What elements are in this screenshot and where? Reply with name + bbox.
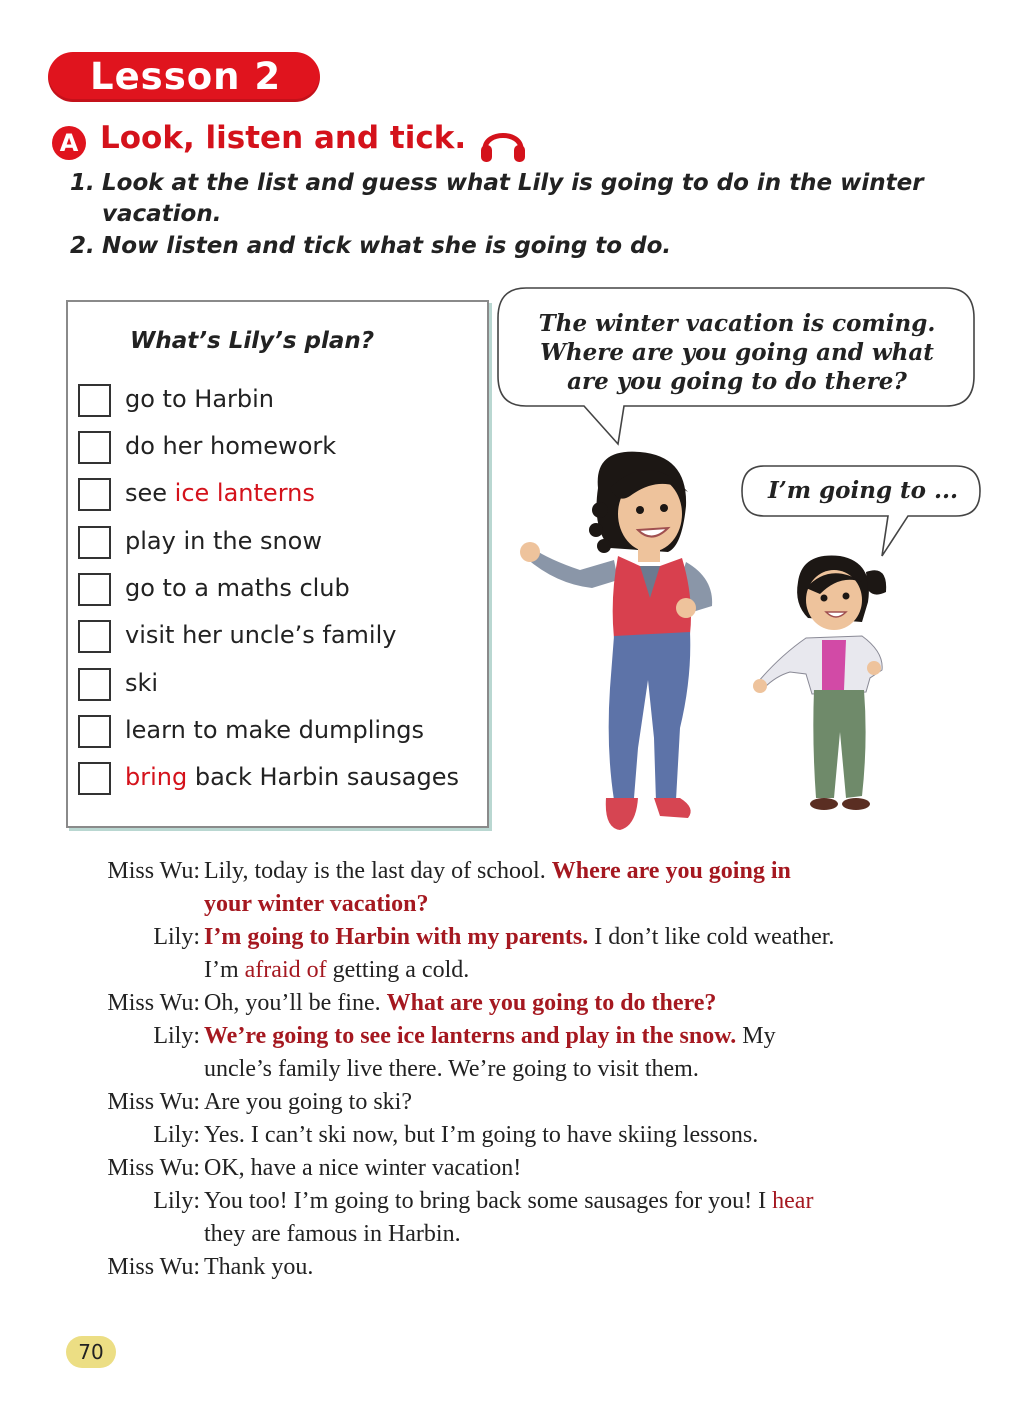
utterance-text: Lily, today is the last day of school. xyxy=(204,858,552,884)
utterance xyxy=(204,1155,521,1182)
speaker-name: Miss Wu : xyxy=(107,990,200,1017)
key-sentence: I’m going to Harbin with my parents. xyxy=(204,924,589,950)
speaker-name: Lily : xyxy=(153,924,200,951)
utterance-text: I’m xyxy=(204,957,245,983)
tick-checkbox[interactable] xyxy=(78,715,111,748)
plan-item-do-homework[interactable]: do her homework xyxy=(78,431,488,467)
speaker-name: Lily : xyxy=(153,1188,200,1215)
utterance-text: You too! I’m going to bring back some sausages for you! I xyxy=(204,1188,773,1214)
speaker-name: Miss Wu : xyxy=(107,1155,200,1182)
utterance xyxy=(204,957,469,984)
lily-bubble-text: I’m going to ... xyxy=(767,477,959,504)
utterance xyxy=(204,990,716,1017)
teacher-bubble-text: The winter vacation is coming. Where are you going and what are you going to do there? xyxy=(538,310,936,395)
lesson-title-banner xyxy=(48,52,320,102)
dialogue-line xyxy=(60,891,1010,924)
plan-item-maths-club[interactable]: go to a maths club xyxy=(78,573,488,609)
dialogue-transcript xyxy=(60,858,1010,1287)
utterance-text: uncle’s family live there. We’re going to visit them. xyxy=(204,1056,699,1082)
utterance-text: I don’t like cold weather. xyxy=(588,924,835,950)
tick-checkbox[interactable] xyxy=(78,384,111,417)
utterance-text: Thank you. xyxy=(204,1254,314,1280)
dialogue-line xyxy=(60,1023,1010,1056)
utterance-text: OK, have a nice winter vacation! xyxy=(204,1155,522,1181)
plan-item-bring-sausages[interactable]: bring back Harbin sausages xyxy=(78,762,488,798)
dialogue-line xyxy=(60,1188,1010,1221)
tick-checkbox[interactable] xyxy=(78,573,111,606)
instruction-1: 1. Look at the list and guess what Lily is going to do in the winter vacation. xyxy=(70,170,924,227)
dialogue-line xyxy=(60,957,1010,990)
utterance-text: they are famous in Harbin. xyxy=(204,1221,461,1247)
dialogue-line xyxy=(60,1155,1010,1188)
key-sentence: What are you going to do there? xyxy=(386,990,717,1016)
utterance xyxy=(204,1023,776,1050)
tick-checkbox[interactable] xyxy=(78,668,111,701)
utterance-text: Yes. I can’t ski now, but I’m going to have skiing lessons. xyxy=(204,1122,759,1148)
dialogue-line xyxy=(60,858,1010,891)
tick-checkbox[interactable] xyxy=(78,526,111,559)
speaker-name: Miss Wu : xyxy=(107,1254,200,1281)
plan-item-ski[interactable]: ski xyxy=(78,668,488,704)
key-sentence: your winter vacation? xyxy=(204,891,429,917)
speaker-name: Lily : xyxy=(153,1023,200,1050)
instruction-2: 2. Now listen and tick what she is going to do. xyxy=(70,233,672,259)
speaker-name: Lily : xyxy=(153,1122,200,1149)
tick-checkbox[interactable] xyxy=(78,478,111,511)
utterance-text: Oh, you’ll be fine. xyxy=(204,990,387,1016)
lesson-title: Lesson 2 xyxy=(90,55,282,98)
utterance-text: Are you going to ski? xyxy=(204,1089,412,1115)
utterance xyxy=(204,1254,313,1281)
plan-item-make-dumplings[interactable]: learn to make dumplings xyxy=(78,715,488,751)
tick-checkbox[interactable] xyxy=(78,431,111,464)
plan-item-go-to-harbin[interactable]: go to Harbin xyxy=(78,384,488,420)
utterance xyxy=(204,1056,699,1083)
utterance-text: afraid of xyxy=(244,957,327,983)
plan-checklist-box xyxy=(66,300,489,828)
dialogue-line xyxy=(60,924,1010,957)
utterance xyxy=(204,1122,758,1149)
dialogue-line xyxy=(60,1089,1010,1122)
key-sentence: We’re going to see ice lanterns and play in the snow. xyxy=(204,1023,737,1049)
plan-title: What’s Lily’s plan? xyxy=(130,328,375,354)
plan-item-visit-uncle[interactable]: visit her uncle’s family xyxy=(78,620,488,656)
utterance xyxy=(204,858,791,885)
dialogue-line xyxy=(60,1122,1010,1155)
dialogue-line xyxy=(60,990,1010,1023)
plan-item-see-ice-lanterns[interactable]: see ice lanterns xyxy=(78,478,488,514)
speaker-name: Miss Wu : xyxy=(107,1089,200,1116)
key-sentence: Where are you going in xyxy=(551,858,791,884)
section-title: Look, listen and tick. xyxy=(100,120,467,156)
dialogue-line xyxy=(60,1254,1010,1287)
speaker-name: Miss Wu : xyxy=(107,858,200,885)
tick-checkbox[interactable] xyxy=(78,762,111,795)
utterance-text: hear xyxy=(772,1188,814,1214)
utterance xyxy=(204,1188,813,1215)
utterance-text: My xyxy=(736,1023,776,1049)
tick-checkbox[interactable] xyxy=(78,620,111,653)
dialogue-line xyxy=(60,1056,1010,1089)
utterance-text: getting a cold. xyxy=(326,957,470,983)
utterance xyxy=(204,1089,412,1116)
section-letter-badge: A xyxy=(52,126,86,160)
utterance xyxy=(204,924,834,951)
teacher-illustration xyxy=(510,448,720,834)
dialogue-line xyxy=(60,1221,1010,1254)
page-number-badge: 70 xyxy=(66,1336,116,1368)
plan-item-play-in-snow[interactable]: play in the snow xyxy=(78,526,488,562)
lily-illustration xyxy=(750,552,900,820)
utterance xyxy=(204,1221,461,1248)
utterance xyxy=(204,891,428,918)
headphones-icon[interactable] xyxy=(480,122,526,164)
